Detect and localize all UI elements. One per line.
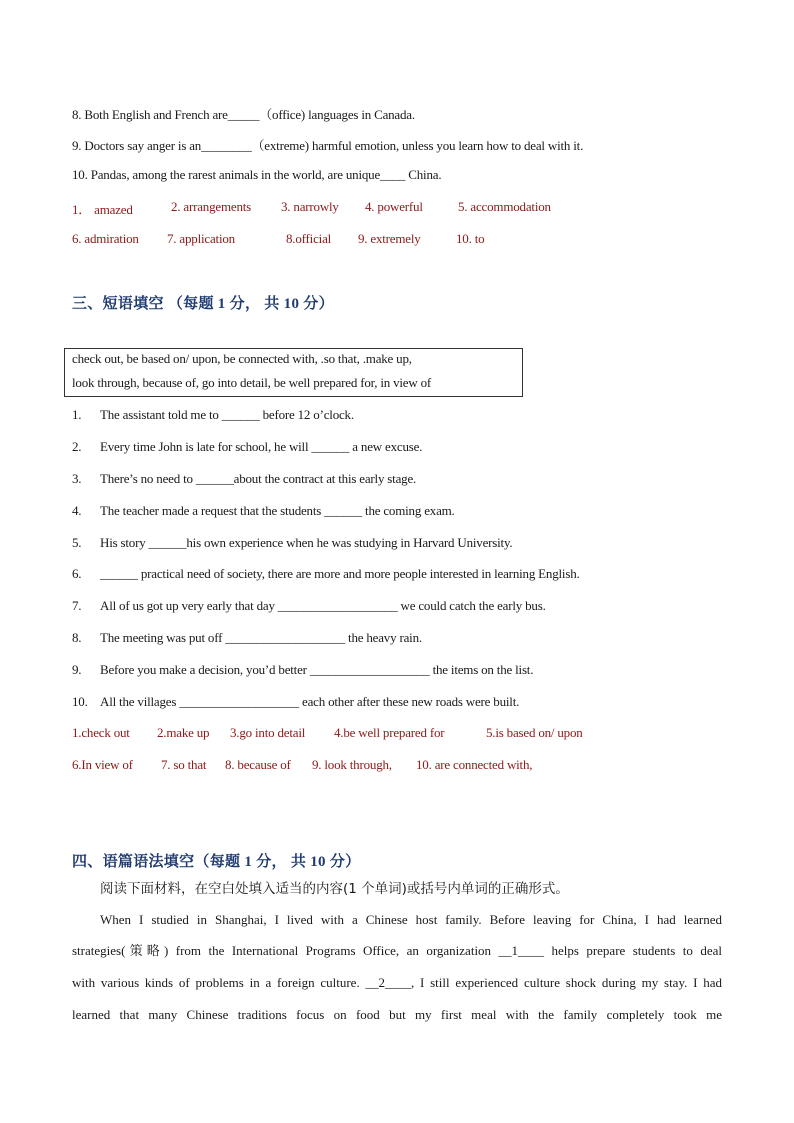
word-box-line: look through, because of, go into detail, be well prepared for, in view of — [72, 375, 432, 390]
phrase-word-box — [64, 348, 523, 397]
answer: 4. powerful — [365, 199, 423, 214]
question-number: 3. — [72, 471, 82, 486]
question-text: The teacher made a request that the students ______ the coming exam. — [100, 503, 455, 518]
question-number: 9. — [72, 662, 82, 677]
question-number: 4. — [72, 503, 82, 518]
question-text: There’s no need to ______about the contract at this early stage. — [100, 471, 417, 486]
section-4-instruction: 阅读下面材料，在空白处填入适当的内容(1 个单词)或括号内单词的正确形式。 — [100, 881, 569, 897]
word-box-line: check out, be based on/ upon, be connected with, .so that, .make up, — [72, 351, 412, 366]
passage-line: strategies(策略) from the International Programs Office, an organization __1____ helps prepare students to deal — [72, 943, 722, 958]
answer: 7. so that — [161, 757, 207, 772]
question-number: 1. — [72, 407, 82, 422]
question-number: 7. — [72, 598, 82, 613]
answer: 5.is based on/ upon — [486, 725, 583, 740]
question-text: Before you make a decision, you’d better ___________________ the items on the list. — [100, 662, 534, 677]
answer: 3. narrowly — [281, 199, 339, 214]
question-text: His story ______his own experience when he was studying in Harvard University. — [100, 535, 513, 550]
question-10: 10. Pandas, among the rarest animals in the world, are unique____ China. — [72, 167, 442, 182]
question-text: The assistant told me to ______ before 12 o’clock. — [100, 407, 354, 422]
question-text: All of us got up very early that day ___________________ we could catch the early bus. — [100, 598, 546, 613]
question-number: 2. — [72, 439, 82, 454]
answer: 6.In view of — [72, 757, 133, 772]
answer-key-row-2 — [72, 231, 672, 247]
answer: 5. accommodation — [458, 199, 551, 214]
question-number: 10. — [72, 694, 88, 709]
section-3-heading: 三、短语填空 （每题 1 分， 共 10 分） — [72, 296, 334, 312]
answer: 9. look through, — [312, 757, 392, 772]
answer: 8. because of — [225, 757, 291, 772]
answer: 7. application — [167, 231, 235, 246]
answer: 3.go into detail — [230, 725, 306, 740]
question-9: 9. Doctors say anger is an________（extreme) harmful emotion, unless you learn how to deal with it. — [72, 138, 584, 153]
section-4-heading: 四、语篇语法填空（每题 1 分， 共 10 分） — [72, 854, 361, 870]
question-number: 5. — [72, 535, 82, 550]
passage-line: learned that many Chinese traditions focus on food but my first meal with the family completely took me — [72, 1007, 722, 1022]
answer: 6. admiration — [72, 231, 139, 246]
answer: 1． amazed — [72, 202, 133, 217]
answer: 9. extremely — [358, 231, 421, 246]
answer: 2. arrangements — [171, 199, 252, 214]
passage-line: When I studied in Shanghai, I lived with a Chinese host family. Before leaving for China, I had learned — [100, 912, 722, 927]
question-text: ______ practical need of society, there are more and more people interested in learning English. — [100, 566, 580, 581]
question-number: 8. — [72, 630, 82, 645]
answer: 4.be well prepared for — [334, 725, 445, 740]
question-text: Every time John is late for school, he will ______ a new excuse. — [100, 439, 423, 454]
question-text: All the villages ___________________ each other after these new roads were built. — [100, 694, 520, 709]
question-text: The meeting was put off ___________________ the heavy rain. — [100, 630, 422, 645]
answer-key-row-1 — [72, 199, 672, 215]
answer: 2.make up — [157, 725, 210, 740]
question-number: 6. — [72, 566, 82, 581]
answer: 10. are connected with, — [416, 757, 533, 772]
answer: 8.official — [286, 231, 332, 246]
answer: 10. to — [456, 231, 485, 246]
passage-line: with various kinds of problems in a foreign culture. __2____, I still experienced culture shock during my stay. I had — [72, 975, 722, 990]
answer: 1.check out — [72, 725, 130, 740]
phrase-answer-key-row-2 — [72, 757, 672, 773]
question-8: 8. Both English and French are_____（office) languages in Canada. — [72, 107, 415, 122]
phrase-answer-key-row-1 — [72, 725, 672, 741]
